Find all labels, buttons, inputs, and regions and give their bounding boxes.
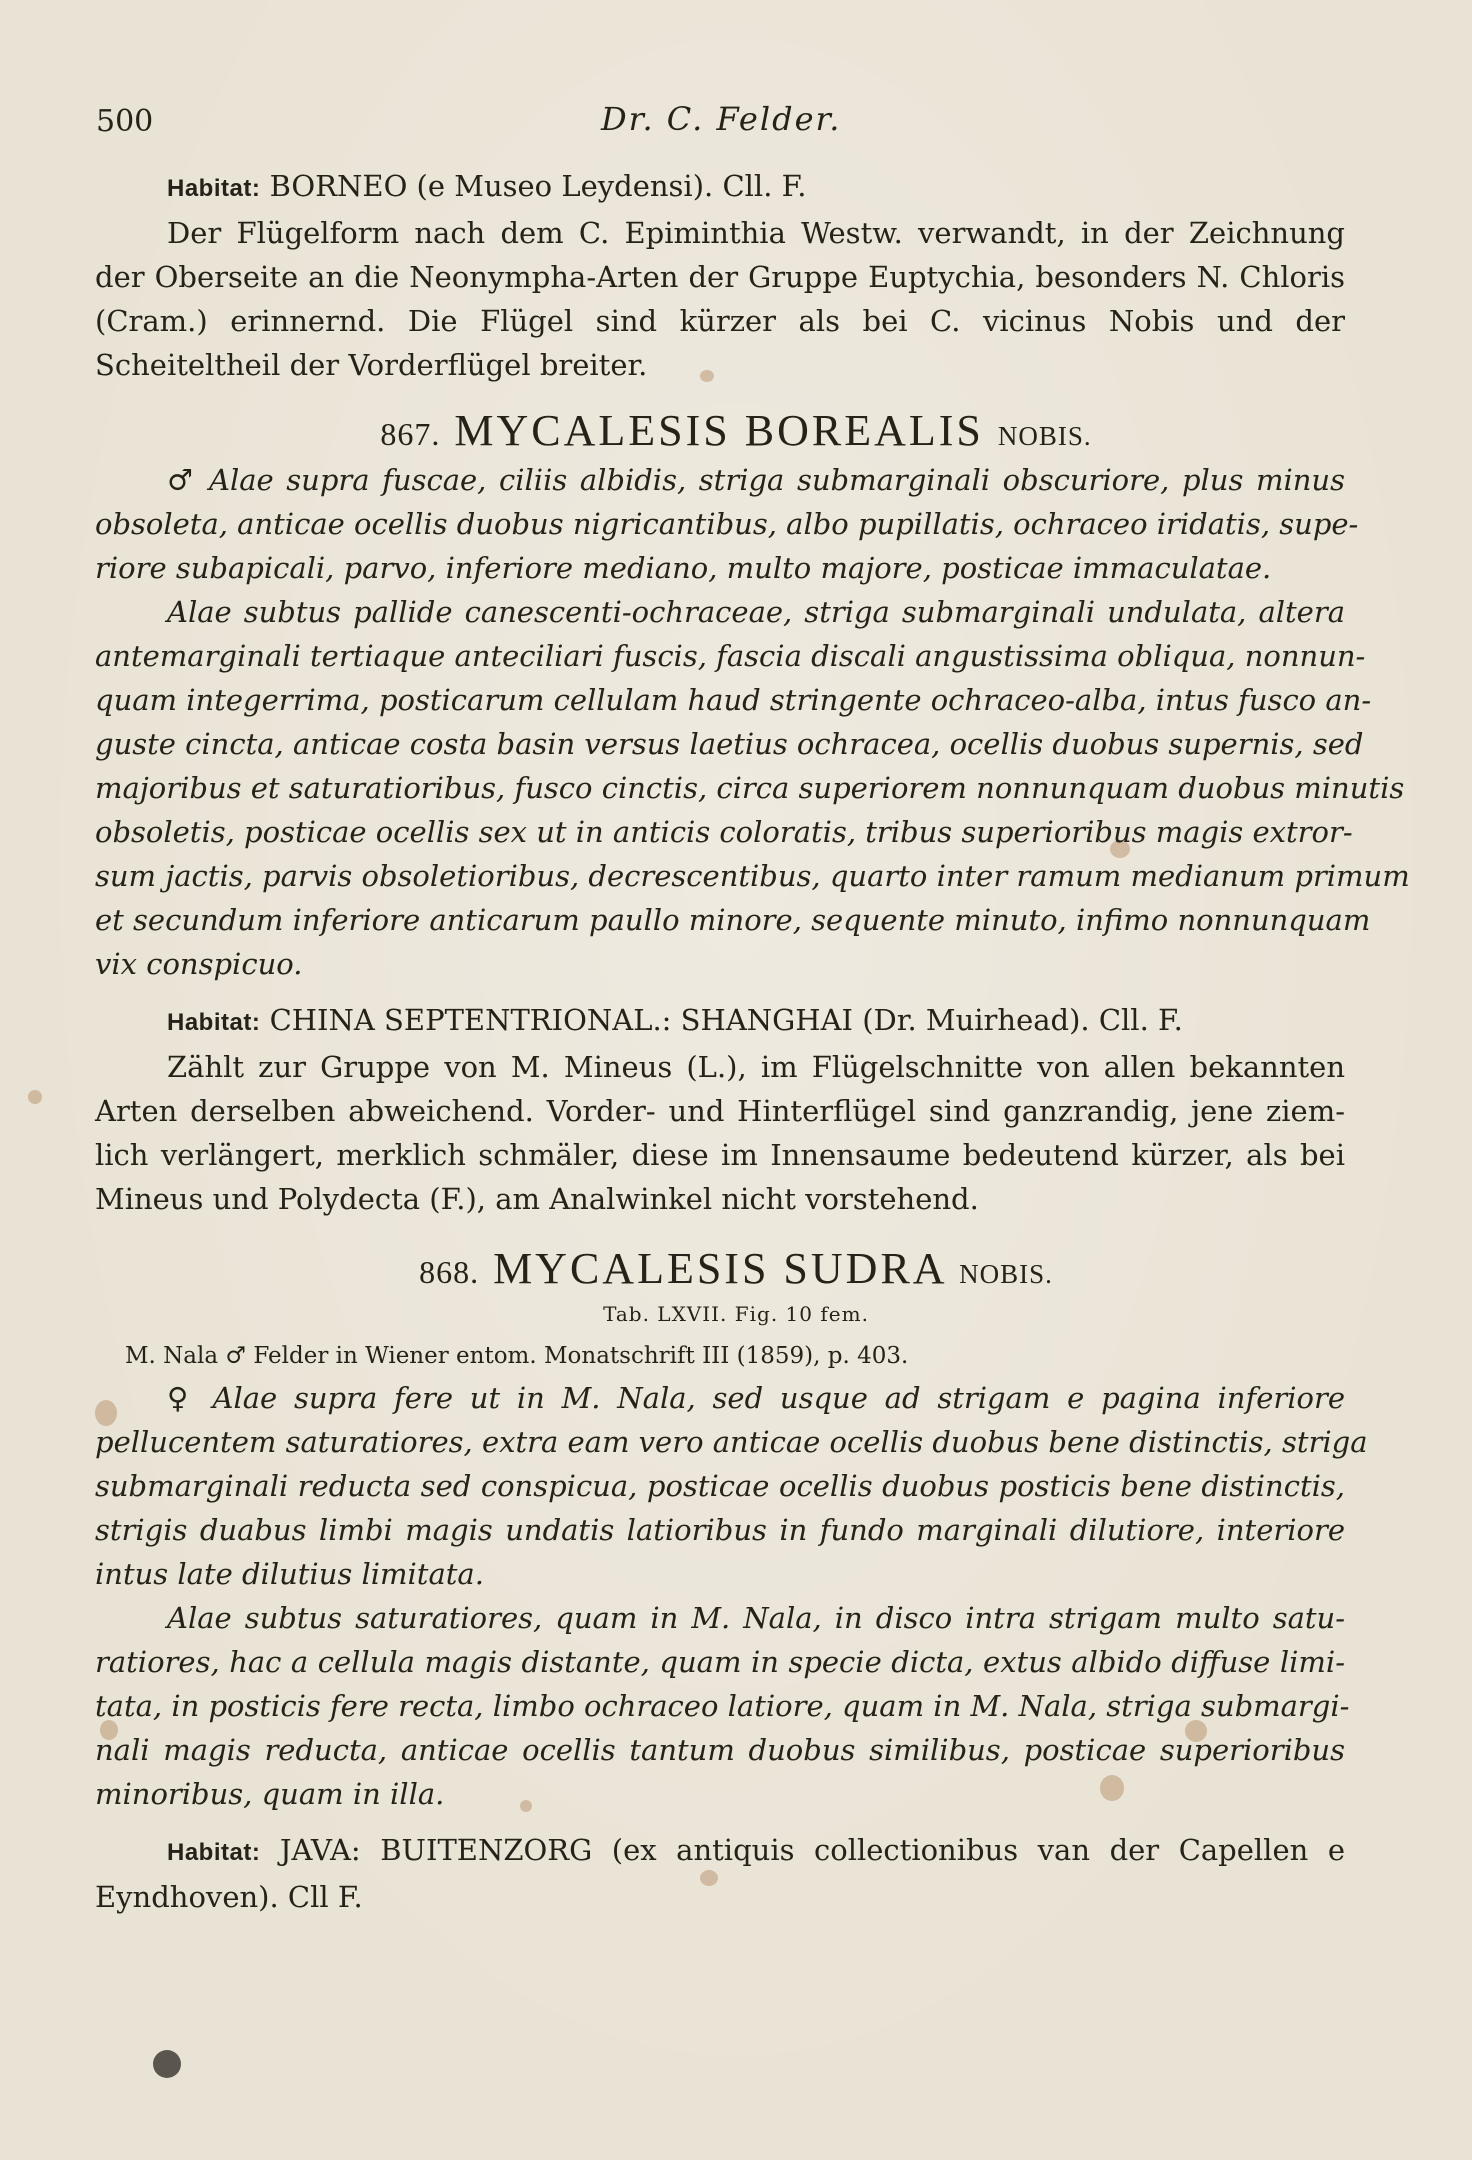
species-author: NOBIS. [959, 1259, 1053, 1289]
habitat-label: Habitat: [167, 1009, 261, 1036]
description-line: pellucentem saturatiores, extra eam vero anticae ocellis duobus bene distinctis, striga [95, 1425, 1368, 1459]
description-line: majoribus et saturatioribus, fusco cinctis, circa superiorem nonnunquam duobus minutis [95, 771, 1405, 805]
description-line: minoribus, quam in illa. [95, 1777, 445, 1811]
species-name: MYCALESIS BOREALIS [454, 406, 984, 455]
description-line: sum jactis, parvis obsoletioribus, decrescentibus, quarto inter ramum medianum primum [95, 859, 1410, 893]
intro-habitat [95, 164, 1345, 211]
description-line: intus late dilutius limitata. [95, 1557, 484, 1591]
species-868-description [95, 1376, 1368, 1816]
species-number: 867. [380, 416, 441, 452]
species-867-description [95, 458, 1410, 986]
description-line: Alae subtus pallide canescenti-ochraceae, striga submarginali undulata, altera [167, 595, 1345, 629]
species-name: MYCALESIS SUDRA [493, 1244, 946, 1293]
intro-paragraph-line: Der Flügelform nach dem C. Epiminthia Westw. verwandt, in der Zeichnung [167, 216, 1345, 250]
habitat-line [95, 1828, 1345, 1875]
note-line: Arten derselben abweichend. Vorder- und Hinterflügel sind ganzrandig, jene ziem- [95, 1094, 1345, 1128]
description-line: quam integerrima, posticarum cellulam haud stringente ochraceo-alba, intus fusco an- [95, 683, 1372, 717]
intro-section [95, 164, 1345, 387]
plate-reference: Tab. LXVII. Fig. 10 fem. [603, 1302, 869, 1326]
note-line: Mineus und Polydecta (F.), am Analwinkel nicht vorstehend. [95, 1182, 979, 1216]
species-heading-867 [0, 405, 1472, 456]
species-867-habitat-notes [95, 998, 1345, 1221]
species-867-habitat [95, 998, 1345, 1045]
page-number: 500 [96, 104, 154, 139]
description-line: ♂ Alae supra fuscae, ciliis albidis, striga submarginali obscuriore, plus minus [167, 463, 1345, 497]
description-line: Alae subtus saturatiores, quam in M. Nala, in disco intra strigam multo satu- [167, 1601, 1345, 1635]
description-line: obsoleta, anticae ocellis duobus nigricantibus, albo pupillatis, ochraceo iridatis, supe- [95, 507, 1359, 541]
habitat-text: BORNEO (e Museo Leydensi). Cll. F. [269, 169, 807, 203]
description-line: antemarginali tertiaque anteciliari fuscis, fascia discali angustissima obliqua, nonnun- [95, 639, 1366, 673]
species-author: NOBIS. [997, 421, 1092, 451]
synonym-line: M. Nala ♂ Felder in Wiener entom. Monatschrift III (1859), p. 403. [125, 1343, 909, 1369]
ink-blot [153, 2050, 181, 2078]
description-line: et secundum inferiore anticarum paullo minore, sequente minuto, infimo nonnunquam [95, 903, 1371, 937]
description-line: tata, in posticis fere recta, limbo ochraceo latiore, quam in M. Nala, striga submargi- [95, 1689, 1350, 1723]
intro-paragraph-line: der Oberseite an die Neonympha-Arten der Gruppe Euptychia, besonders N. Chloris [95, 260, 1345, 294]
description-line: ♀ Alae supra fere ut in M. Nala, sed usque ad strigam e pagina inferiore [167, 1381, 1345, 1415]
habitat-label: Habitat: [167, 1839, 261, 1866]
intro-paragraph-line: Scheiteltheil der Vorderflügel breiter. [95, 348, 648, 382]
description-line: nali magis reducta, anticae ocellis tantum duobus similibus, posticae superioribus [95, 1733, 1345, 1767]
species-heading-868 [0, 1243, 1472, 1294]
habitat-line: Eyndhoven). Cll F. [95, 1880, 363, 1914]
description-line: vix conspicuo. [95, 947, 303, 981]
note-line: lich verlängert, merklich schmäler, diese im Innensaume bedeutend kürzer, als bei [95, 1138, 1345, 1172]
description-line: obsoletis, posticae ocellis sex ut in anticis coloratis, tribus superioribus magis extror- [95, 815, 1353, 849]
note-line: Zählt zur Gruppe von M. Mineus (L.), im Flügelschnitte von allen bekannten [167, 1050, 1345, 1084]
species-number: 868. [419, 1254, 480, 1290]
habitat-text: CHINA SEPTENTRIONAL.: SHANGHAI (Dr. Muirhead). Cll. F. [269, 1003, 1183, 1037]
running-head: Dr. C. Felder. [601, 100, 842, 138]
description-line: submarginali reducta sed conspicua, posticae ocellis duobus posticis bene distinctis, [95, 1469, 1345, 1503]
habitat-text: JAVA: BUITENZORG (ex antiquis collectionibus van der Capellen e [279, 1833, 1345, 1867]
habitat-label: Habitat: [167, 175, 261, 202]
description-line: guste cincta, anticae costa basin versus laetius ochracea, ocellis duobus supernis, sed [95, 727, 1364, 761]
description-line: ratiores, hac a cellula magis distante, quam in specie dicta, extus albido diffuse limi- [95, 1645, 1345, 1679]
species-868-synonym [95, 1334, 1345, 1378]
intro-paragraph-line: (Cram.) erinnernd. Die Flügel sind kürzer als bei C. vicinus Nobis und der [95, 304, 1345, 338]
foxing-stain [28, 1090, 42, 1104]
description-line: strigis duabus limbi magis undatis latioribus in fundo marginali dilutiore, interiore [95, 1513, 1345, 1547]
description-line: riore subapicali, parvo, inferiore mediano, multo majore, posticae immaculatae. [95, 551, 1272, 585]
page-header [96, 100, 1346, 144]
species-868-habitat [95, 1828, 1345, 1919]
